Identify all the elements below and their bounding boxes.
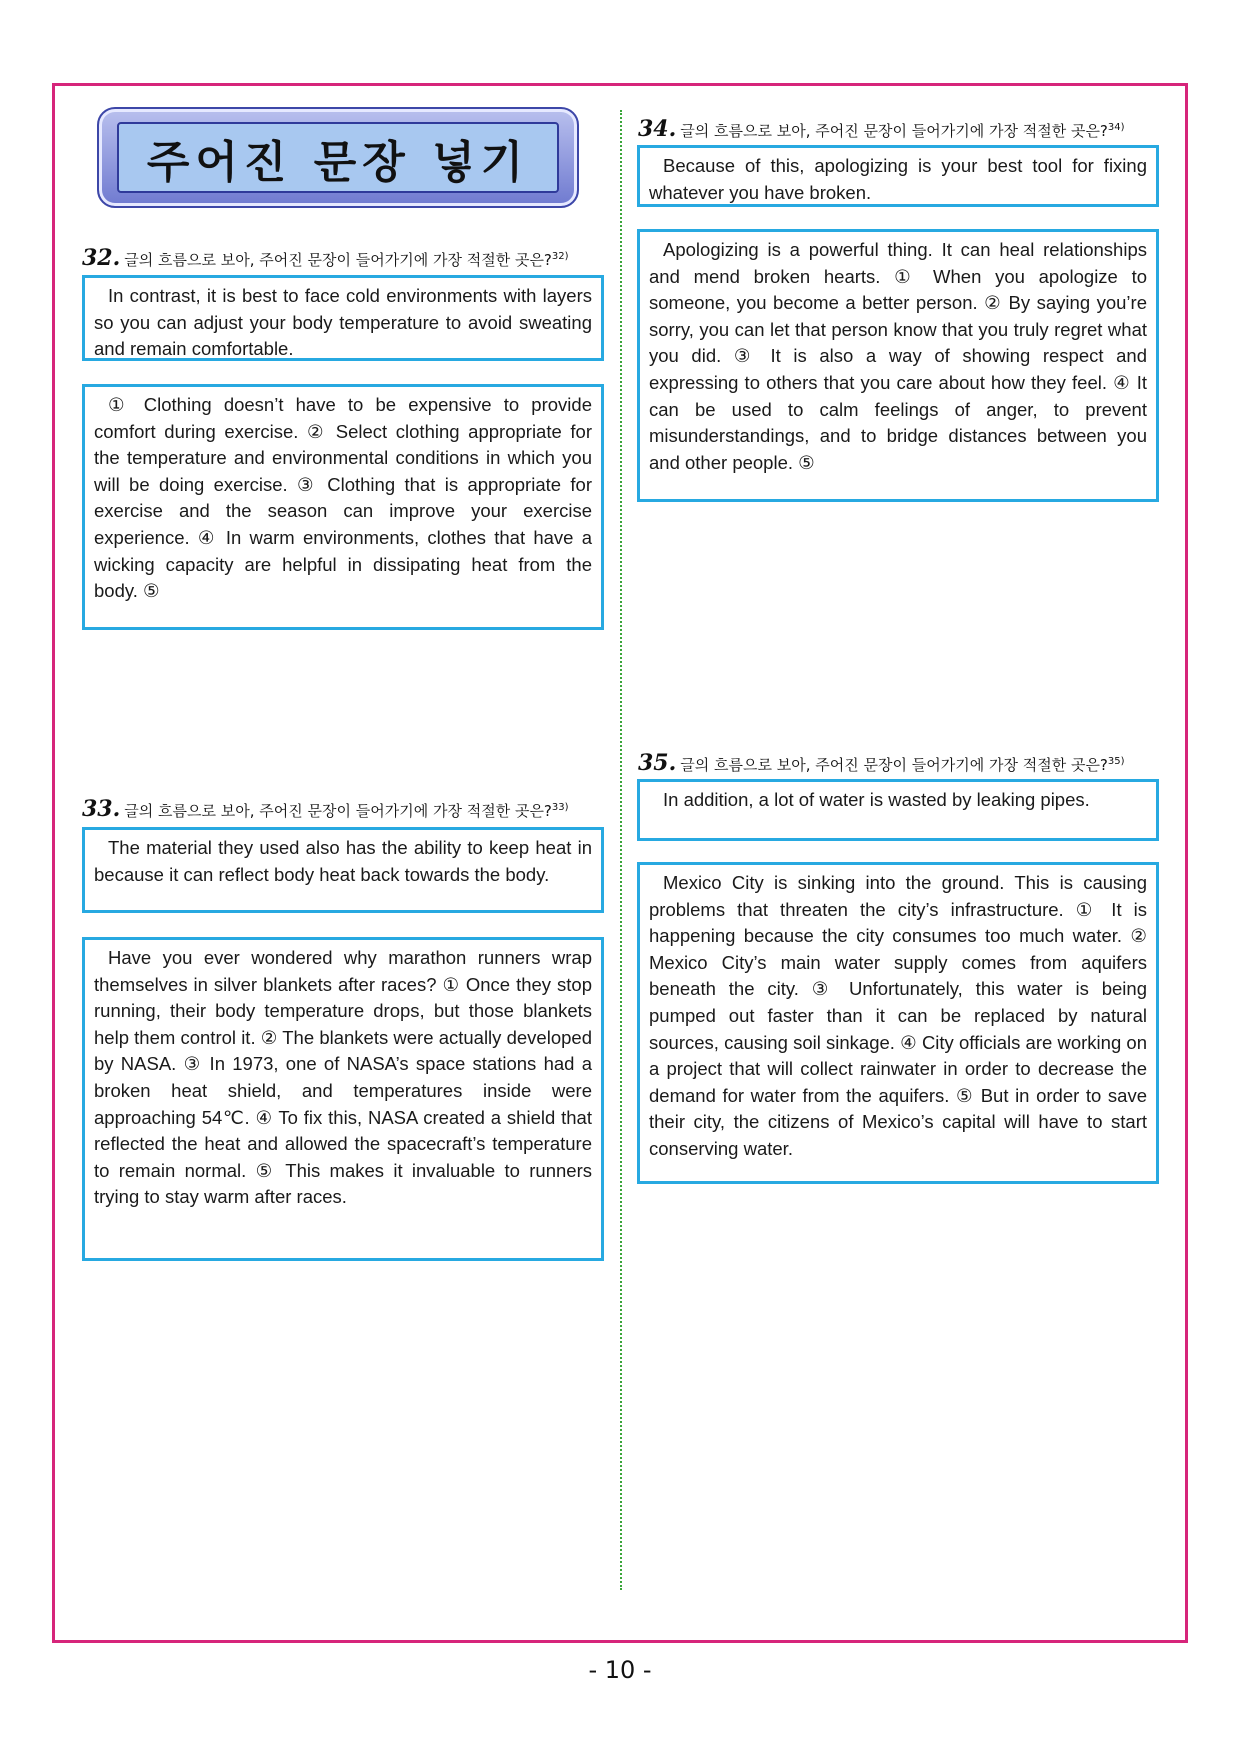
question-35-passage: Mexico City is sinking into the ground. This is causing problems that threaten the city’s infrastructure. ① It is happening because the city consumes too much water. ② Mexico City’s main water supply comes from aquifers beneath the city. ③ Unfortunately, this water is being pumped out faster than it can be replaced by natural sources, causing soil sinkage. ④ City officials are working on a project that will collect rainwater in order to decrease the demand for water from the aquifers. ⑤ But in order to save their city, the citizens of Mexico’s capital will have to start conserving water. xyxy=(649,872,1147,1159)
question-32-footnote: 32) xyxy=(551,251,569,262)
question-32-passage-box xyxy=(82,384,604,630)
question-32-prompt: 글의 흐름으로 보아, 주어진 문장이 들어가기에 가장 적절한 곳은? xyxy=(124,251,552,269)
question-35-heading xyxy=(638,750,1125,776)
section-title-banner xyxy=(97,107,579,208)
question-33-given-sentence: The material they used also has the ability to keep heat in because it can reflect body heat back towards the body. xyxy=(94,837,592,885)
question-32-number: 32. xyxy=(82,245,121,271)
question-32-given-sentence-box xyxy=(82,275,604,361)
question-34-footnote: 34) xyxy=(1107,122,1125,133)
question-35-number: 35. xyxy=(638,750,677,776)
section-title: 주어진 문장 넣기 xyxy=(146,136,530,188)
page-number: - 10 - xyxy=(588,1656,652,1684)
question-34-passage-box xyxy=(637,229,1159,502)
question-34-number: 34. xyxy=(638,116,677,142)
question-34-passage: Apologizing is a powerful thing. It can heal relationships and mend broken hearts. ① When you apologize to someone, you become a better person. ② By saying you’re sorry, you can let that person know that you truly regret what you did. ③ It is also a way of showing respect and expressing to others that you care about how they feel. ④ It can be used to calm feelings of anger, to prevent misunderstandings, and to bridge distances between you and other people. ⑤ xyxy=(649,239,1147,473)
question-33-passage: Have you ever wondered why marathon runners wrap themselves in silver blankets after races? ① Once they stop running, their body temperature drops, but those blankets help them control it. ② The blankets were actually developed by NASA. ③ In 1973, one of NASA’s space stations had a broken heat shield, and temperatures inside were approaching 54℃. ④ To fix this, NASA created a shield that reflected the heat and allowed the spacecraft’s temperature to remain normal. ⑤ This makes it invaluable to runners trying to stay warm after races. xyxy=(94,947,592,1208)
question-32-given-sentence: In contrast, it is best to face cold environments with layers so you can adjust your body temperature to avoid sweating and remain comfortable. xyxy=(94,285,592,360)
question-33-heading xyxy=(82,796,569,822)
question-34-prompt: 글의 흐름으로 보아, 주어진 문장이 들어가기에 가장 적절한 곳은? xyxy=(680,122,1108,140)
question-33-number: 33. xyxy=(82,796,121,822)
question-33-passage-box xyxy=(82,937,604,1261)
question-35-given-sentence: In addition, a lot of water is wasted by leaking pipes. xyxy=(663,789,1090,810)
question-35-passage-box xyxy=(637,862,1159,1184)
question-34-heading xyxy=(638,116,1125,142)
question-33-given-sentence-box xyxy=(82,827,604,913)
question-33-footnote: 33) xyxy=(551,802,569,813)
question-34-given-sentence-box xyxy=(637,145,1159,207)
question-32-heading xyxy=(82,245,569,271)
question-35-footnote: 35) xyxy=(1107,756,1125,767)
question-33-prompt: 글의 흐름으로 보아, 주어진 문장이 들어가기에 가장 적절한 곳은? xyxy=(124,802,552,820)
column-divider xyxy=(620,110,622,1590)
question-35-prompt: 글의 흐름으로 보아, 주어진 문장이 들어가기에 가장 적절한 곳은? xyxy=(680,756,1108,774)
question-32-passage: ① Clothing doesn’t have to be expensive to provide comfort during exercise. ② Select clothing appropriate for the temperature and environmental conditions in which you will be doing exercise. ③ Clothing that is appropriate for exercise and the season can improve your exercise experience. ④ In warm environments, clothes that have a wicking capacity are helpful in dissipating heat from the body. ⑤ xyxy=(94,394,592,602)
question-34-given-sentence: Because of this, apologizing is your best tool for fixing whatever you have broken. xyxy=(649,155,1147,203)
question-35-given-sentence-box xyxy=(637,779,1159,841)
section-title-plate xyxy=(117,122,559,193)
